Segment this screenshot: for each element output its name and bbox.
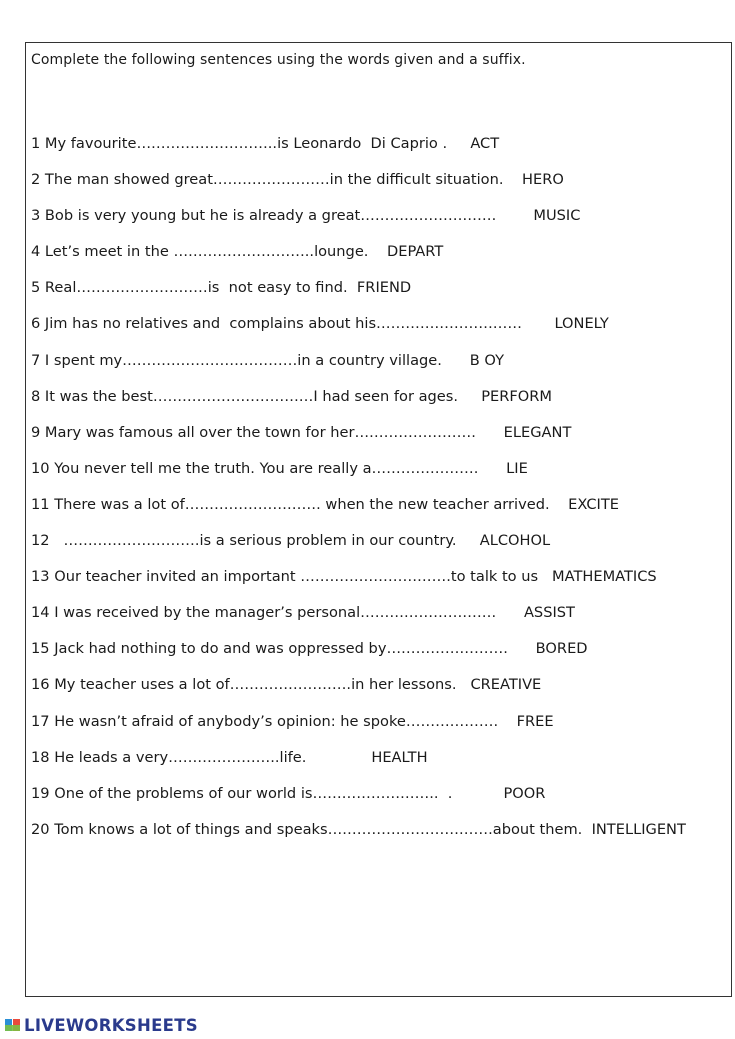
sentence-text: 8 It was the best……………………………I had seen for ages. PERFORM [31,387,552,405]
exercise-item-12 [31,531,686,567]
sentence-text: 16 My teacher uses a lot of…………………….in her lessons. CREATIVE [31,676,542,694]
instruction-text: Complete the following sentences using the words given and a suffix. [31,52,526,68]
exercise-item-6 [31,314,686,350]
exercise-item-11 [31,495,686,531]
sentence-text: 20 Tom knows a lot of things and speaks…………………………….about them. INTELLIGENT [31,820,686,838]
exercise-item-8 [31,387,686,423]
exercise-item-3 [31,206,686,242]
sentence-text: 4 Let’s meet in the ………………………..lounge. DEPART [31,243,444,261]
exercise-item-9 [31,423,686,459]
exercise-item-10 [31,459,686,495]
exercise-item-17 [31,712,686,748]
exercise-item-18 [31,748,686,784]
sentence-text: 1 My favourite………………………..is Leonardo Di Caprio . ACT [31,135,500,152]
exercise-item-5 [31,278,686,314]
sentence-text: 9 Mary was famous all over the town for her……………………. ELEGANT [31,423,572,441]
exercise-item-16 [31,675,686,711]
footer-branding [5,1014,198,1036]
sentence-text: 14 I was received by the manager’s personal………………………. ASSIST [31,604,575,622]
sentence-text: 5 Real………………………is not easy to find. FRIEND [31,279,412,297]
exercise-item-15 [31,639,686,675]
sentence-text: 6 Jim has no relatives and complains about his………………………… LONELY [31,315,609,333]
sentence-text: 13 Our teacher invited an important ………………………….to talk to us MATHEMATICS [31,568,657,586]
sentence-text: 7 I spent my………………………………in a country village. B OY [31,351,504,369]
sentence-text: 11 There was a lot of………………………. when the new teacher arrived. EXCITE [31,495,619,513]
exercise-item-1 [31,134,686,170]
sentence-text: 17 He wasn’t afraid of anybody’s opinion: he spoke………………. FREE [31,712,554,730]
sentence-text: 2 The man showed great……………………in the difficult situation. HERO [31,171,564,189]
exercise-item-19 [31,784,686,820]
sentence-text: 3 Bob is very young but he is already a great………………………. MUSIC [31,207,581,225]
sentence-text: 15 Jack had nothing to do and was oppressed by……………………. BORED [31,640,588,658]
sentence-text: 12 ……………………….is a serious problem in our country. ALCOHOL [31,532,551,550]
exercise-item-20 [31,820,686,856]
exercise-item-13 [31,567,686,603]
brand-name: LIVEWORKSHEETS [24,1015,198,1035]
worksheet-frame [25,42,732,997]
sentence-text: 10 You never tell me the truth. You are really a…………………. LIE [31,459,528,477]
sentence-text: 18 He leads a very…………………..life. HEALTH [31,748,428,766]
exercise-list [31,134,686,856]
exercise-item-4 [31,242,686,278]
exercise-item-14 [31,603,686,639]
exercise-item-2 [31,170,686,206]
liveworksheets-logo-icon [5,1017,21,1033]
exercise-item-7 [31,351,686,387]
sentence-text: 19 One of the problems of our world is…………………….. . POOR [31,784,546,802]
